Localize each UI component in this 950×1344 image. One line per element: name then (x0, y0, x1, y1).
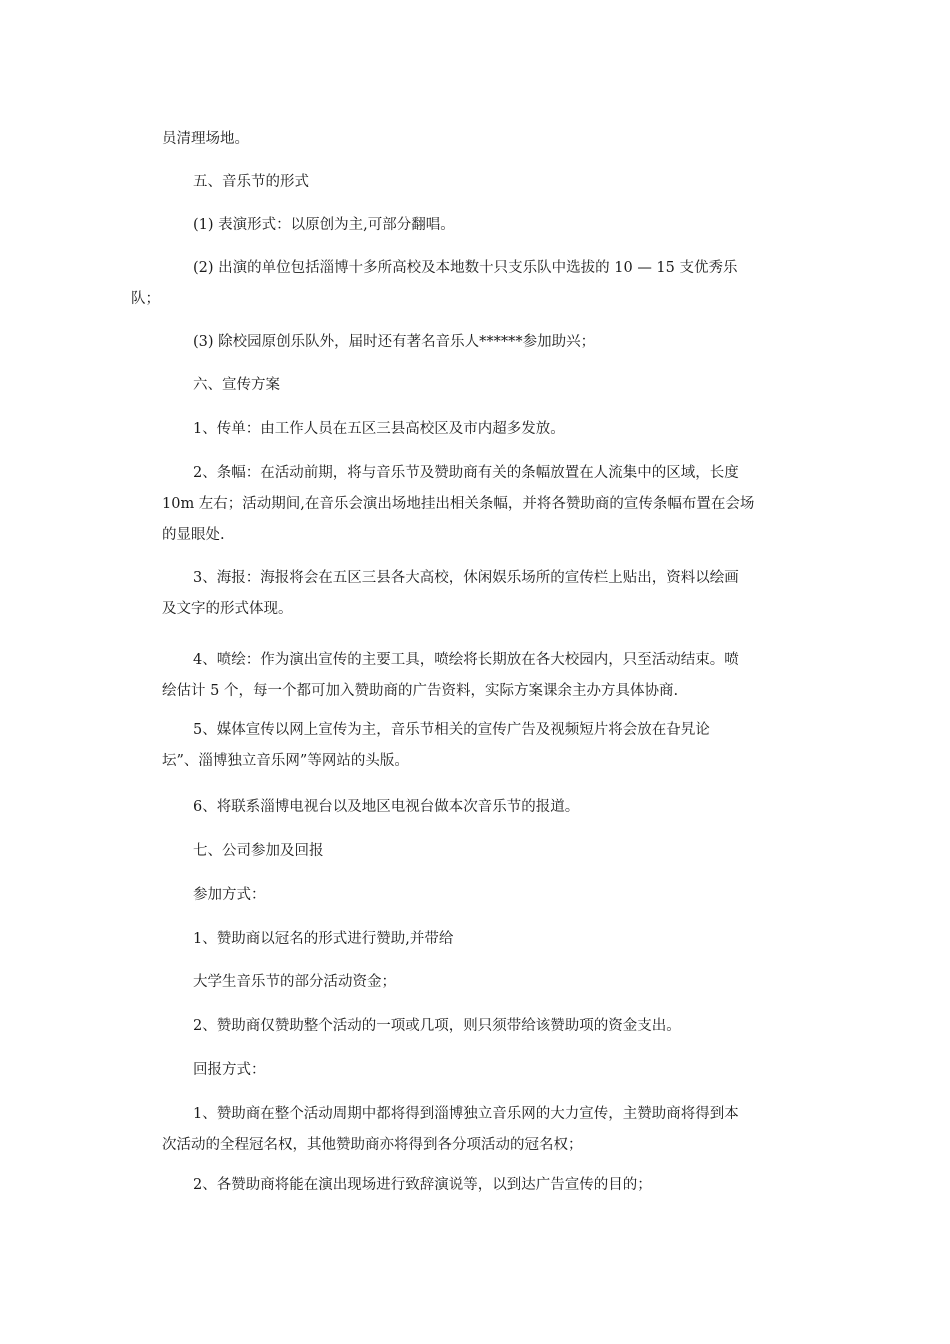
text-line: 及文字的形式体现。 (162, 601, 293, 617)
text-line: 七、公司参加及回报 (193, 843, 324, 859)
text-line: 2、条幅：在活动前期，将与音乐节及赞助商有关的条幅放置在人流集中的区域，长度 (193, 465, 739, 481)
paragraph-sponsor-1-cont (162, 967, 810, 998)
text-line: 5、媒体宣传以网上宣传为主，音乐节相关的宣传广告及视频短片将会放在旮旯论 (193, 722, 710, 738)
section-heading-7 (162, 836, 810, 867)
text-line: 员清理场地。 (162, 131, 249, 147)
list-item-3 (162, 327, 810, 358)
text-line: 1、赞助商在整个活动周期中都将得到淄博独立音乐网的大力宣传，主赞助商将得到本 (193, 1106, 739, 1122)
text-line: (3) 除校园原创乐队外，届时还有著名音乐人******参加助兴； (193, 334, 596, 350)
section-heading-5 (162, 167, 810, 198)
text-line: 6、将联系淄博电视台以及地区电视台做本次音乐节的报道。 (193, 799, 580, 815)
text-line: 10m 左右；活动期间,在音乐会演出场地挂出相关条幅，并将各赞助商的宣传条幅布置在会场 (162, 496, 755, 512)
text-line: 2、各赞助商将能在演出现场进行致辞演说等，以到达广告宣传的目的； (193, 1177, 652, 1193)
text-line: 队； (131, 291, 160, 307)
text-line: 1、传单：由工作人员在五区三县高校区及市内超多发放。 (193, 421, 565, 437)
text-line: 次活动的全程冠名权，其他赞助商亦将得到各分项活动的冠名权； (162, 1137, 583, 1153)
paragraph-posters (162, 563, 810, 625)
text-line: 五、音乐节的形式 (193, 174, 309, 190)
text-line: 的显眼处. (162, 527, 225, 543)
text-line: 1、赞助商以冠名的形式进行赞助,并带给 (193, 931, 454, 947)
list-item-1 (162, 210, 810, 241)
paragraph-spray-paint (162, 645, 810, 707)
text-line: 4、喷绘：作为演出宣传的主要工具，喷绘将长期放在各大校园内，只至活动结束。喷 (193, 652, 739, 668)
text-line: 回报方式： (193, 1062, 266, 1078)
subheading-returns (162, 1055, 810, 1086)
paragraph-sponsor-1 (162, 924, 810, 955)
subheading-participation (162, 880, 810, 911)
list-item-2 (131, 253, 810, 315)
text-line: (1) 表演形式：以原创为主,可部分翻唱。 (193, 217, 455, 233)
paragraph-flyers (162, 414, 810, 445)
text-line: 绘估计 5 个，每一个都可加入赞助商的广告资料，实际方案课余主办方具体协商. (162, 683, 679, 699)
paragraph-return-2 (162, 1170, 810, 1201)
text-line: 2、赞助商仅赞助整个活动的一项或几项，则只须带给该赞助项的资金支出。 (193, 1018, 681, 1034)
text-line: 3、海报：海报将会在五区三县各大高校，休闲娱乐场所的宣传栏上贴出，资料以绘画 (193, 570, 739, 586)
paragraph-media (162, 715, 810, 777)
paragraph-banners (162, 458, 810, 551)
paragraph-tv (162, 792, 810, 823)
text-line: 六、宣传方案 (193, 377, 280, 393)
text-line: 参加方式： (193, 887, 266, 903)
paragraph-sponsor-2 (162, 1011, 810, 1042)
section-heading-6 (162, 370, 810, 401)
text-line: 大学生音乐节的部分活动资金； (193, 974, 396, 990)
text-line: (2) 出演的单位包括淄博十多所高校及本地数十只支乐队中选拔的 10 — 15 支优秀乐 (193, 260, 738, 276)
text-line: 坛”、淄博独立音乐网”等网站的头版。 (162, 753, 409, 769)
paragraph-continuation (162, 124, 810, 155)
paragraph-return-1 (162, 1099, 810, 1161)
